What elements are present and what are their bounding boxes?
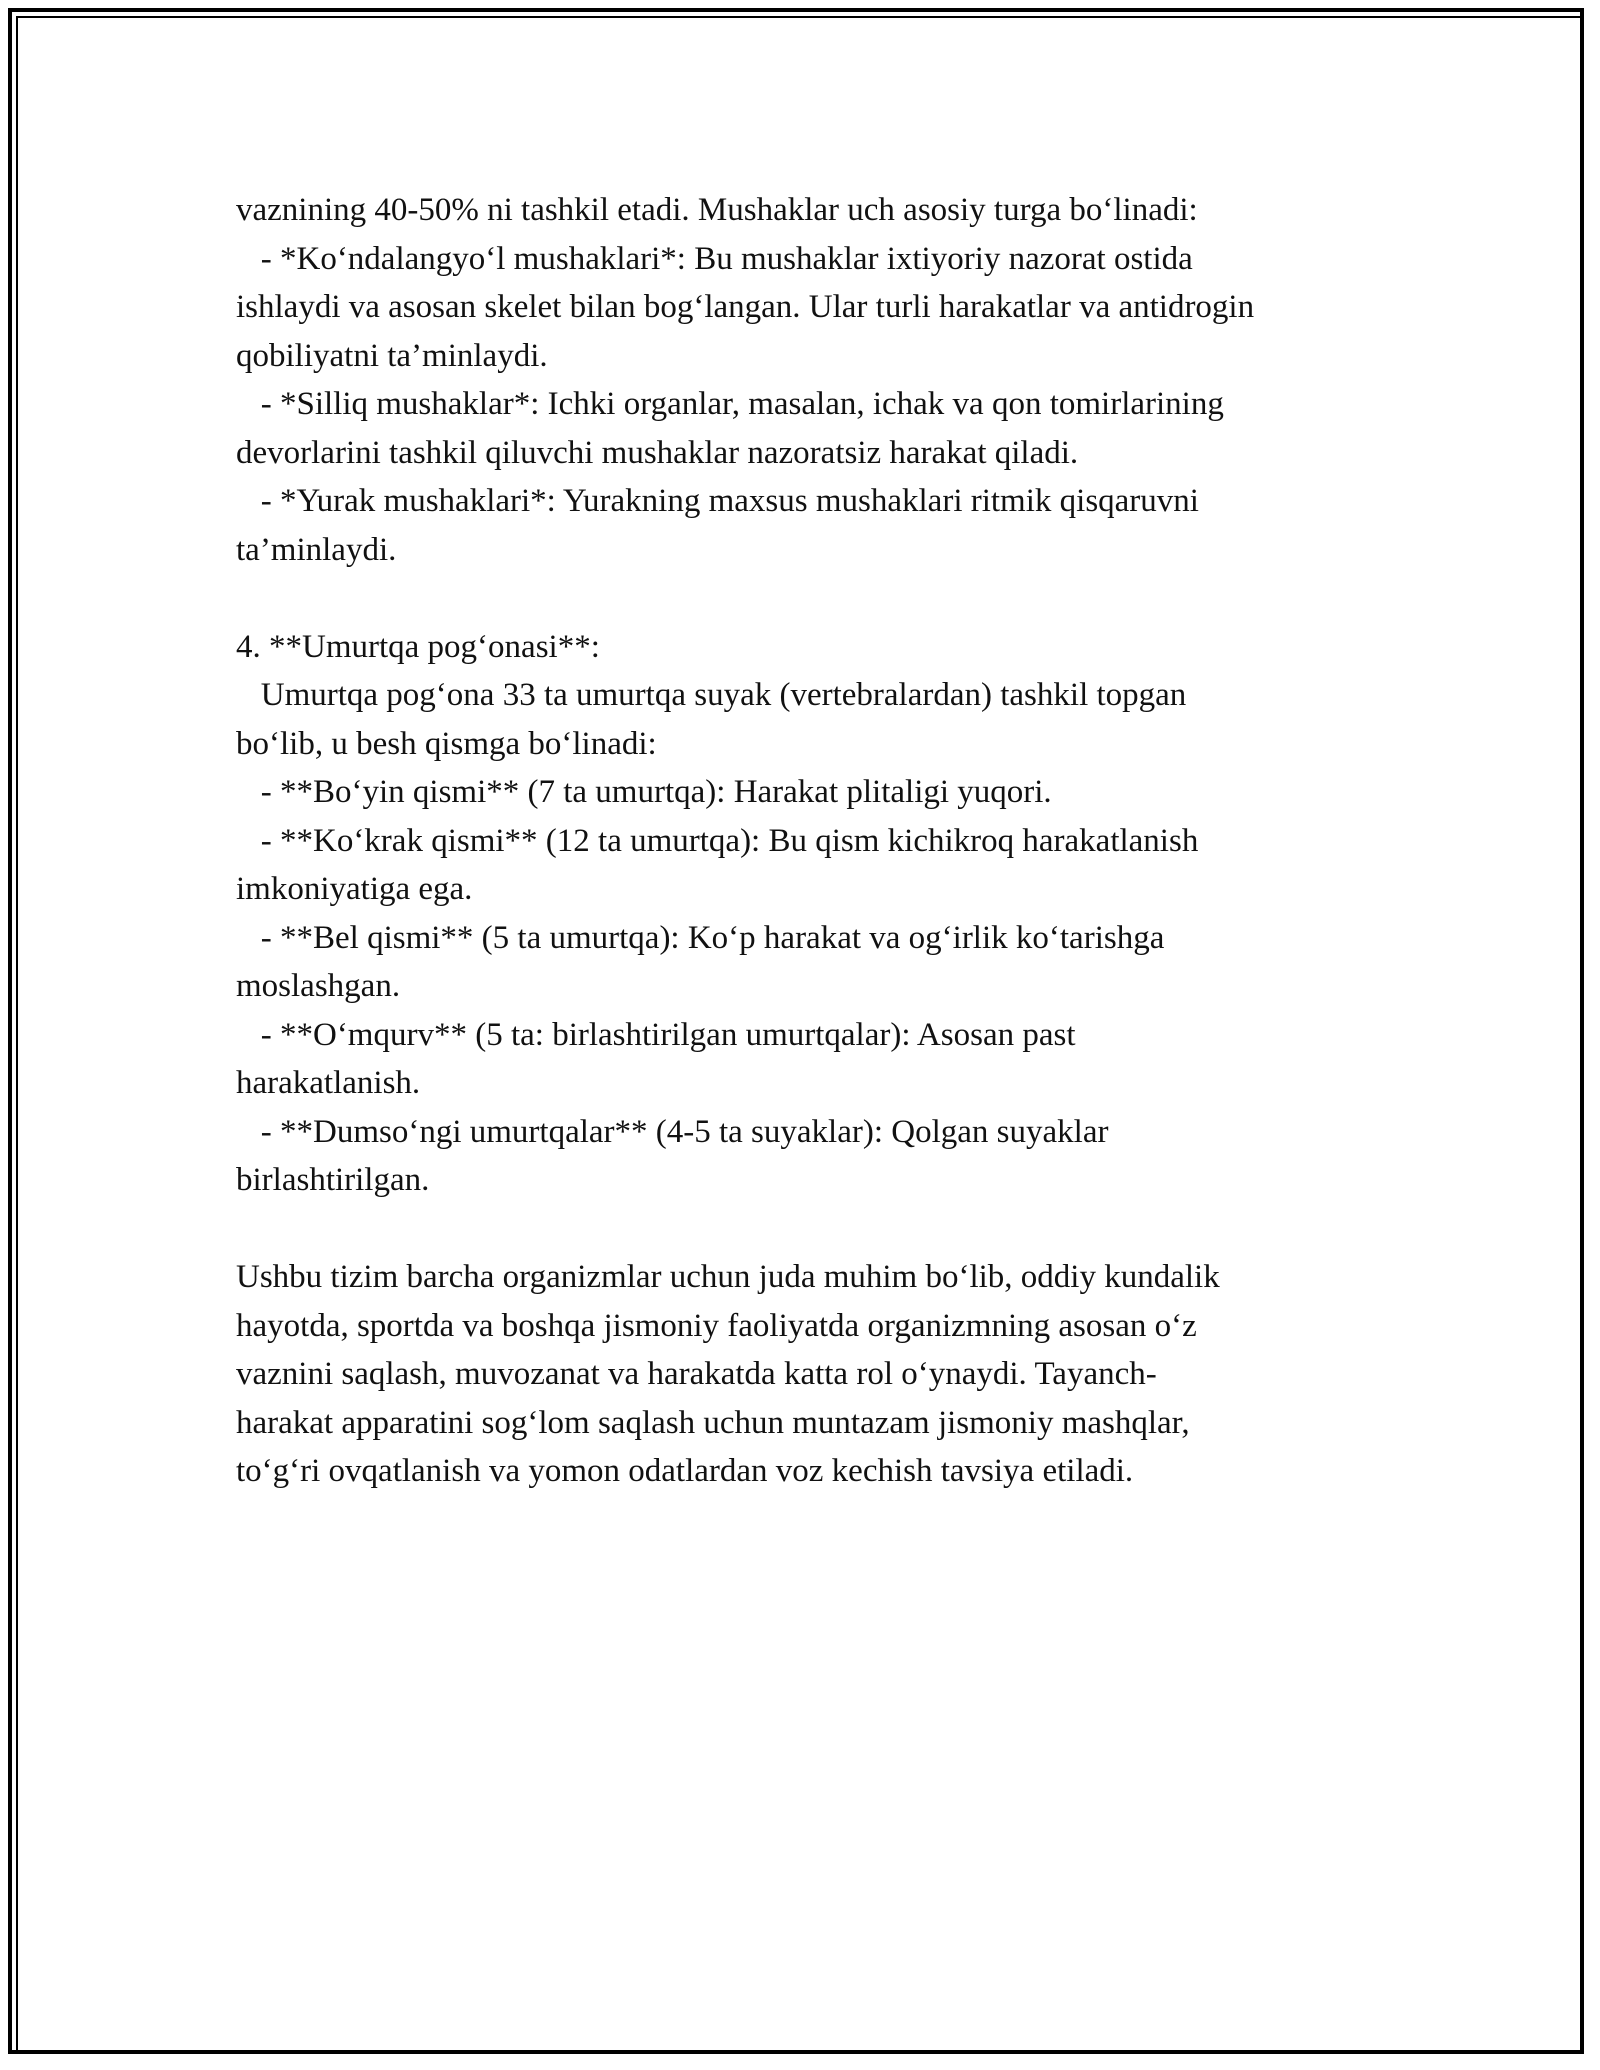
text-line: - **O‘mqurv** (5 ta: birlashtirilgan umurtqalar): Asosan past bbox=[236, 1016, 1076, 1053]
text-line: Umurtqa pog‘ona 33 ta umurtqa suyak (vertebralardan) tashkil topgan bbox=[236, 677, 1187, 713]
text-line: - *Silliq mushaklar*: Ichki organlar, masalan, ichak va qon tomirlarining bbox=[236, 386, 1224, 422]
text-line: vaznini saqlash, muvozanat va harakatda katta rol o‘ynaydi. Tayanch- bbox=[236, 1356, 1157, 1392]
document-body bbox=[236, 186, 1396, 1496]
paragraph-spacer bbox=[236, 1205, 1396, 1254]
text-line: to‘g‘ri ovqatlanish va yomon odatlardan voz kechish tavsiya etiladi. bbox=[236, 1453, 1134, 1489]
text-line: - *Yurak mushaklari*: Yurakning maxsus mushaklari ritmik qisqaruvni bbox=[236, 483, 1199, 519]
text-line: - **Dumso‘ngi umurtqalar** (4-5 ta suyaklar): Qolgan suyaklar bbox=[236, 1113, 1109, 1150]
text-line: ishlaydi va asosan skelet bilan bog‘langan. Ular turli harakatlar va antidrogin bbox=[236, 289, 1255, 325]
text-line: vaznining 40-50% ni tashkil etadi. Mushaklar uch asosiy turga bo‘linadi: bbox=[236, 192, 1198, 228]
section-4 bbox=[236, 623, 1396, 1205]
text-line: moslashgan. bbox=[236, 968, 401, 1004]
text-line: bo‘lib, u besh qismga bo‘linadi: bbox=[236, 725, 657, 762]
text-line: hayotda, sportda va boshqa jismoniy faoliyatda organizmning asosan o‘z bbox=[236, 1307, 1197, 1344]
text-line: Ushbu tizim barcha organizmlar uchun juda muhim bo‘lib, oddiy kundalik bbox=[236, 1259, 1220, 1295]
text-line: - **Bo‘yin qismi** (7 ta umurtqa): Harakat plitaligi yuqori. bbox=[236, 774, 1052, 810]
text-line: harakatlanish. bbox=[236, 1065, 421, 1101]
section-heading: 4. **Umurtqa pog‘onasi**: bbox=[236, 628, 600, 665]
paragraph-spacer bbox=[236, 574, 1396, 623]
text-line: imkoniyatiga ega. bbox=[236, 871, 473, 907]
text-line: - **Ko‘krak qismi** (12 ta umurtqa): Bu qism kichikroq harakatlanish bbox=[236, 822, 1199, 859]
text-line: qobiliyatni ta’minlaydi. bbox=[236, 337, 548, 374]
text-line: - *Ko‘ndalangyo‘l mushaklari*: Bu mushaklar ixtiyoriy nazorat ostida bbox=[236, 240, 1193, 277]
text-line: harakat apparatini sog‘lom saqlash uchun muntazam jismoniy mashqlar, bbox=[236, 1404, 1190, 1441]
text-line: ta’minlaydi. bbox=[236, 531, 397, 568]
conclusion-paragraph bbox=[236, 1253, 1396, 1496]
text-line: devorlarini tashkil qiluvchi mushaklar nazoratsiz harakat qiladi. bbox=[236, 434, 1079, 471]
text-line: - **Bel qismi** (5 ta umurtqa): Ko‘p harakat va og‘irlik ko‘tarishga bbox=[236, 919, 1165, 956]
intro-paragraph bbox=[236, 186, 1396, 574]
text-line: birlashtirilgan. bbox=[236, 1162, 430, 1198]
